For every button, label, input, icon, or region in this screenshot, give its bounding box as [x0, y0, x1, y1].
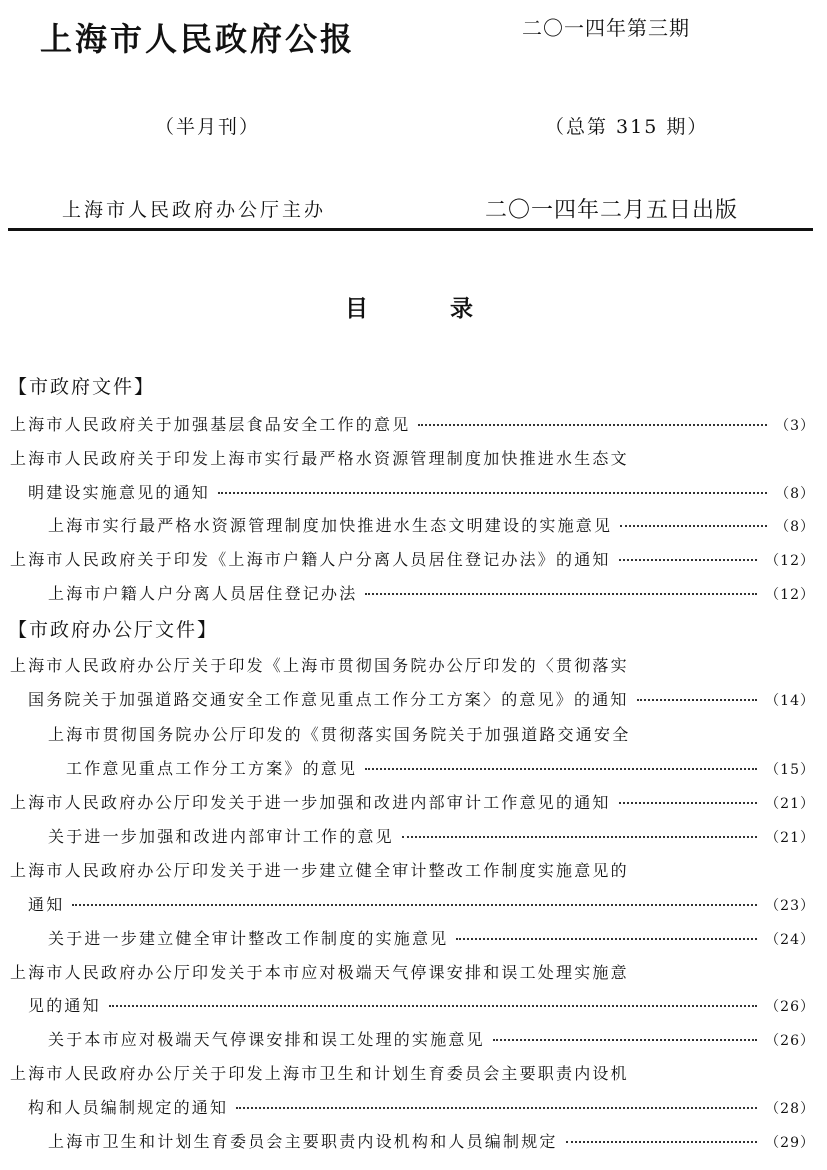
toc-page-number: （26）: [765, 1033, 815, 1049]
toc-entry[interactable]: [0, 790, 815, 813]
dot-leader: [72, 904, 757, 906]
toc-entry-text: 上海市人民政府关于印发上海市实行最严格水资源管理制度加快推进水生态文: [10, 449, 629, 468]
toc-entry-text: 见的通知: [28, 996, 101, 1015]
toc-entry[interactable]: [0, 926, 815, 949]
toc-entry-text: 上海市人民政府办公厅关于印发上海市卫生和计划生育委员会主要职责内设机: [10, 1064, 629, 1083]
toc-entry[interactable]: [0, 446, 815, 469]
toc-entry-text: 上海市户籍人户分离人员居住登记办法: [48, 584, 358, 603]
toc-title-char: 录: [450, 296, 473, 322]
toc-entry-text: 上海市人民政府关于印发《上海市户籍人户分离人员居住登记办法》的通知: [10, 550, 611, 569]
toc-entry[interactable]: [0, 892, 815, 915]
toc-entry-text: 国务院关于加强道路交通安全工作意见重点工作分工方案〉的意见》的通知: [28, 690, 629, 709]
toc-entry[interactable]: [0, 824, 815, 847]
dot-leader: [218, 492, 767, 494]
toc-entry[interactable]: [0, 756, 815, 779]
toc-entry-text: 构和人员编制规定的通知: [28, 1098, 229, 1117]
toc-entry-text: 工作意见重点工作分工方案》的意见: [66, 759, 358, 778]
toc-title-char: 目: [345, 296, 368, 322]
publish-date: 二〇一四年二月五日出版: [485, 198, 739, 223]
toc-title: [345, 290, 473, 323]
total-issue-number: （总第 315 期）: [545, 116, 709, 138]
toc-entry[interactable]: [0, 581, 815, 604]
toc-entry-text: 上海市卫生和计划生育委员会主要职责内设机构和人员编制规定: [48, 1132, 558, 1151]
toc-entry-text: 关于进一步加强和改进内部审计工作的意见: [48, 827, 394, 846]
gazette-title: 上海市人民政府公报: [40, 20, 356, 58]
publisher: 上海市人民政府办公厅主办: [62, 199, 327, 221]
toc-entry-text: 上海市实行最严格水资源管理制度加快推进水生态文明建设的实施意见: [48, 516, 613, 535]
toc-entry[interactable]: [0, 993, 815, 1016]
section-heading-general-office: 【市政府办公厅文件】: [8, 619, 219, 641]
toc-entry-text: 上海市人民政府关于加强基层食品安全工作的意见: [10, 415, 411, 434]
toc-entry-text: 上海市人民政府办公厅印发关于进一步加强和改进内部审计工作意见的通知: [10, 793, 611, 812]
toc-page-number: （14）: [765, 693, 815, 709]
toc-entry-text: 关于进一步建立健全审计整改工作制度的实施意见: [48, 929, 449, 948]
toc-entry[interactable]: [0, 547, 815, 570]
toc-entry-text: 上海市人民政府办公厅关于印发《上海市贯彻国务院办公厅印发的〈贯彻落实: [10, 656, 629, 675]
toc-page-number: （21）: [765, 830, 815, 846]
dot-leader: [236, 1107, 757, 1109]
toc-entry[interactable]: [0, 1061, 815, 1084]
toc-page-number: （29）: [765, 1135, 815, 1151]
toc-entry-text: 上海市人民政府办公厅印发关于本市应对极端天气停课安排和误工处理实施意: [10, 963, 629, 982]
toc-entry[interactable]: [0, 687, 815, 710]
toc-entry-text: 通知: [28, 895, 65, 914]
dot-leader: [619, 559, 758, 561]
toc-entry[interactable]: [0, 1027, 815, 1050]
dot-leader: [620, 525, 767, 527]
dot-leader: [619, 802, 758, 804]
dot-leader: [637, 699, 758, 701]
toc-entry[interactable]: [0, 1129, 815, 1152]
publication-frequency: （半月刊）: [155, 116, 261, 138]
toc-page-number: （28）: [765, 1101, 815, 1117]
toc-entry-text: 关于本市应对极端天气停课安排和误工处理的实施意见: [48, 1030, 485, 1049]
section-heading-municipal-government: 【市政府文件】: [8, 376, 156, 398]
dot-leader: [418, 424, 767, 426]
toc-page-number: （23）: [765, 898, 815, 914]
toc-page-number: （8）: [775, 486, 815, 502]
toc-entry[interactable]: [0, 653, 815, 676]
toc-entry[interactable]: [0, 412, 815, 435]
toc-page-number: （15）: [765, 762, 815, 778]
toc-page-number: （12）: [765, 553, 815, 569]
toc-entry[interactable]: [0, 513, 815, 536]
toc-page-number: （26）: [765, 999, 815, 1015]
toc-page-number: （3）: [775, 418, 815, 434]
toc-page-number: （12）: [765, 587, 815, 603]
toc-entry[interactable]: [0, 480, 815, 503]
dot-leader: [109, 1005, 757, 1007]
dot-leader: [365, 593, 757, 595]
dot-leader: [493, 1039, 757, 1041]
toc-entry-text: 上海市贯彻国务院办公厅印发的《贯彻落实国务院关于加强道路交通安全: [48, 725, 631, 744]
dot-leader: [566, 1141, 758, 1143]
toc-page-number: （21）: [765, 796, 815, 812]
toc-entry[interactable]: [0, 960, 815, 983]
toc-entry-text: 明建设实施意见的通知: [28, 483, 211, 502]
toc-page-number: （24）: [765, 932, 815, 948]
dot-leader: [456, 938, 757, 940]
toc-entry[interactable]: [0, 858, 815, 881]
dot-leader: [402, 836, 757, 838]
toc-entry[interactable]: [0, 1095, 815, 1118]
issue-number: 二〇一四年第三期: [522, 16, 690, 40]
toc-page-number: （8）: [775, 519, 815, 535]
header-divider: [8, 228, 813, 231]
dot-leader: [365, 768, 757, 770]
toc-entry-text: 上海市人民政府办公厅印发关于进一步建立健全审计整改工作制度实施意见的: [10, 861, 629, 880]
toc-entry[interactable]: [0, 722, 815, 745]
